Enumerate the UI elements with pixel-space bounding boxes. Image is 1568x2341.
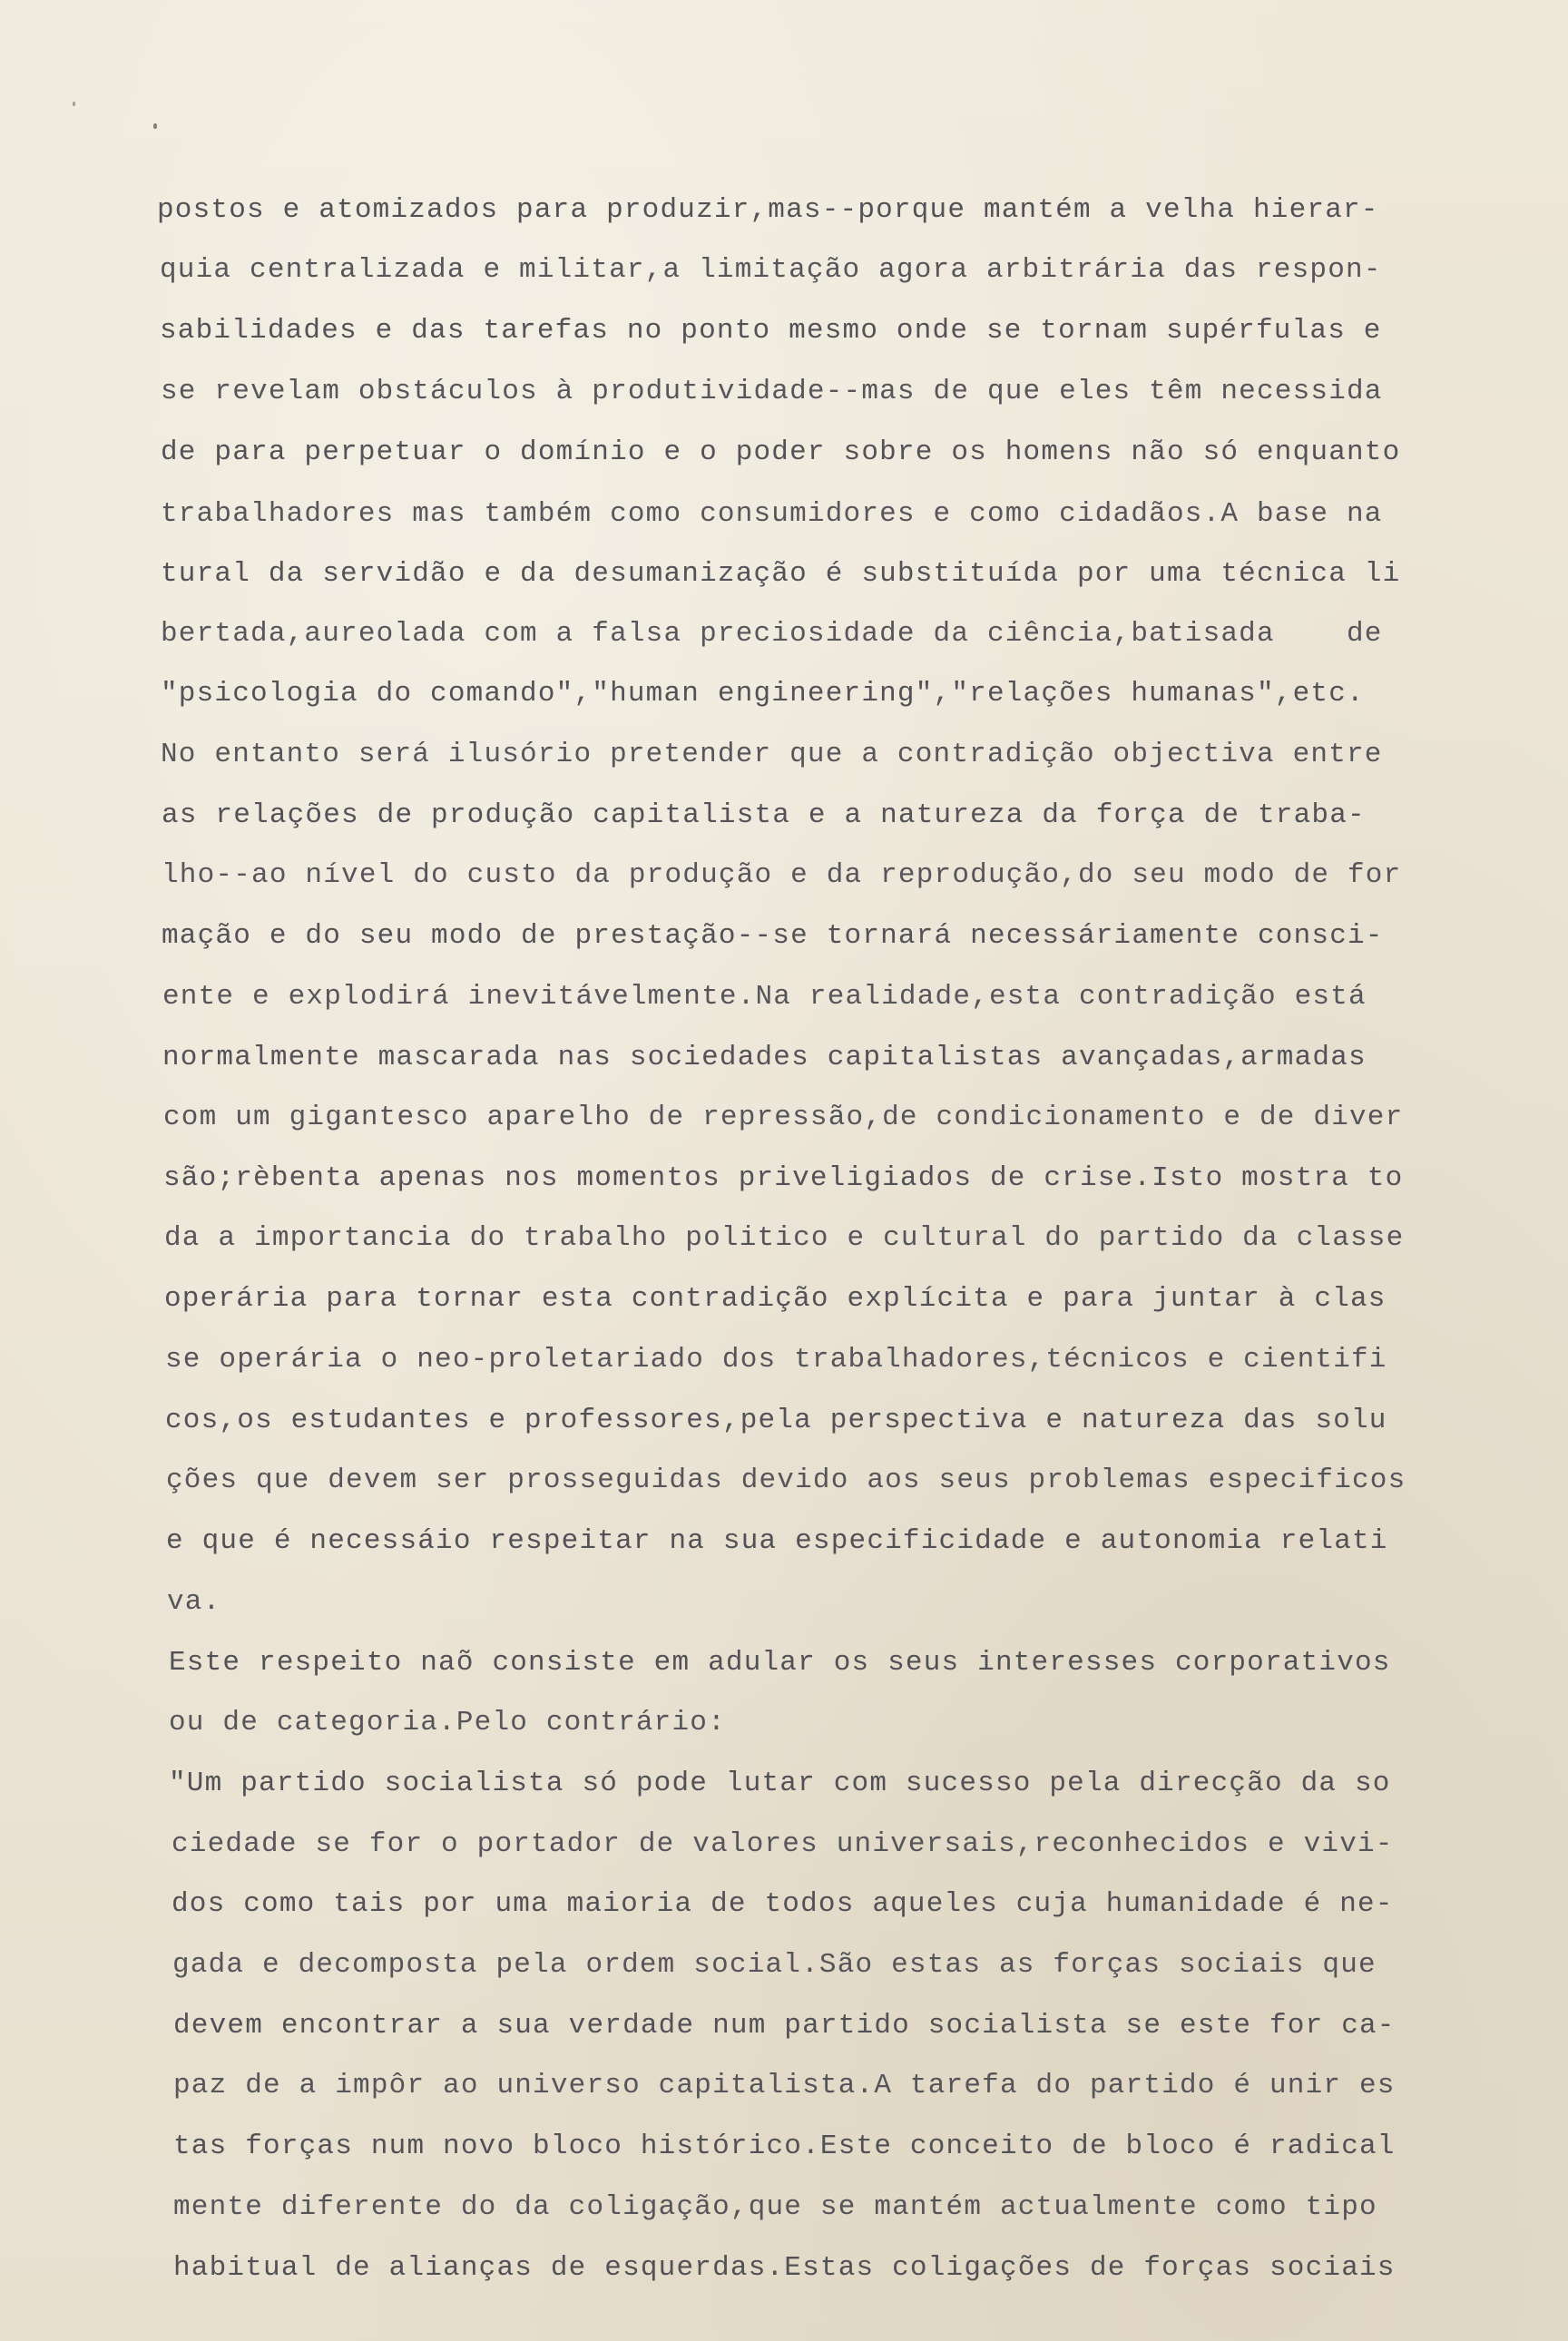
text-line: postos e atomizados para produzir,mas--porque mantém a velha hierar- [157,194,1379,226]
text-line: sabilidades e das tarefas no ponto mesmo onde se tornam supérfulas e [160,315,1382,347]
text-line: ções que devem ser prosseguidas devido aos seus problemas especificos [166,1464,1406,1496]
text-line: gada e decomposta pela ordem social.São estas as forças sociais que [172,1949,1377,1981]
text-line: tural da servidão e da desumanização é substituída por uma técnica li [161,558,1401,590]
text-line: normalmente mascarada nas sociedades capitalistas avançadas,armadas [162,1042,1367,1073]
text-line: com um gigantesco aparelho de repressão,de condicionamento e de diver [163,1102,1404,1133]
text-line: va. [167,1586,221,1618]
text-line: se revelam obstáculos à produtividade--mas de que eles têm necessida [161,376,1383,407]
text-line: quia centralizada e militar,a limitação agora arbitrária das respon- [160,254,1382,286]
text-line: paz de a impôr ao universo capitalista.A tarefa do partido é unir es [173,2070,1396,2101]
text-line: se operária o neo-proletariado dos trabalhadores,técnicos e cientifi [165,1344,1387,1376]
text-line: "psicologia do comando","human engineering","relações humanas",etc. [161,678,1365,710]
text-line: ou de categoria.Pelo contrário: [169,1707,726,1739]
text-line: trabalhadores mas também como consumidores e como cidadãos.A base na [161,498,1383,530]
text-line: são;rèbenta apenas nos momentos priveligiados de crise.Isto mostra to [163,1162,1404,1194]
text-line: Este respeito naõ consiste em adular os seus interesses corporativos [169,1647,1391,1679]
text-line: as relações de produção capitalista e a natureza da força de traba- [162,799,1366,831]
text-line: de para perpetuar o domínio e o poder sobre os homens não só enquanto [161,436,1401,468]
text-line: operária para tornar esta contradição explícita e para juntar à clas [164,1283,1387,1315]
text-line: cos,os estudantes e professores,pela perspectiva e natureza das solu [165,1405,1387,1436]
text-line: "Um partido socialista só pode lutar com sucesso pela direcção da so [169,1768,1391,1799]
text-line: devem encontrar a sua verdade num partido socialista se este for ca- [173,2010,1396,2042]
text-line: ciedade se for o portador de valores universais,reconhecidos e vivi- [172,1828,1394,1860]
text-line: mente diferente do da coligação,que se mantém actualmente como tipo [173,2191,1377,2223]
text-line: tas forças num novo bloco histórico.Este conceito de bloco é radical [173,2130,1396,2162]
text-line: ente e explodirá inevitávelmente.Na realidade,esta contradição está [162,981,1367,1013]
text-line: e que é necessáio respeitar na sua especificidade e autonomia relati [166,1525,1388,1557]
text-line: dos como tais por uma maioria de todos aqueles cuja humanidade é ne- [172,1888,1394,1920]
text-line: da a importancia do trabalho politico e cultural do partido da classe [164,1222,1405,1254]
text-line: habitual de alianças de esquerdas.Estas coligações de forças sociais [173,2252,1396,2284]
text-line: No entanto será ilusório pretender que a contradição objectiva entre [161,739,1383,770]
text-line: mação e do seu modo de prestação--se tornará necessáriamente consci- [162,920,1384,952]
text-line: lho--ao nível do custo da produção e da reprodução,do seu modo de for [162,859,1402,891]
text-line: bertada,aureolada com a falsa preciosidade da ciência,batisada de [161,618,1383,650]
